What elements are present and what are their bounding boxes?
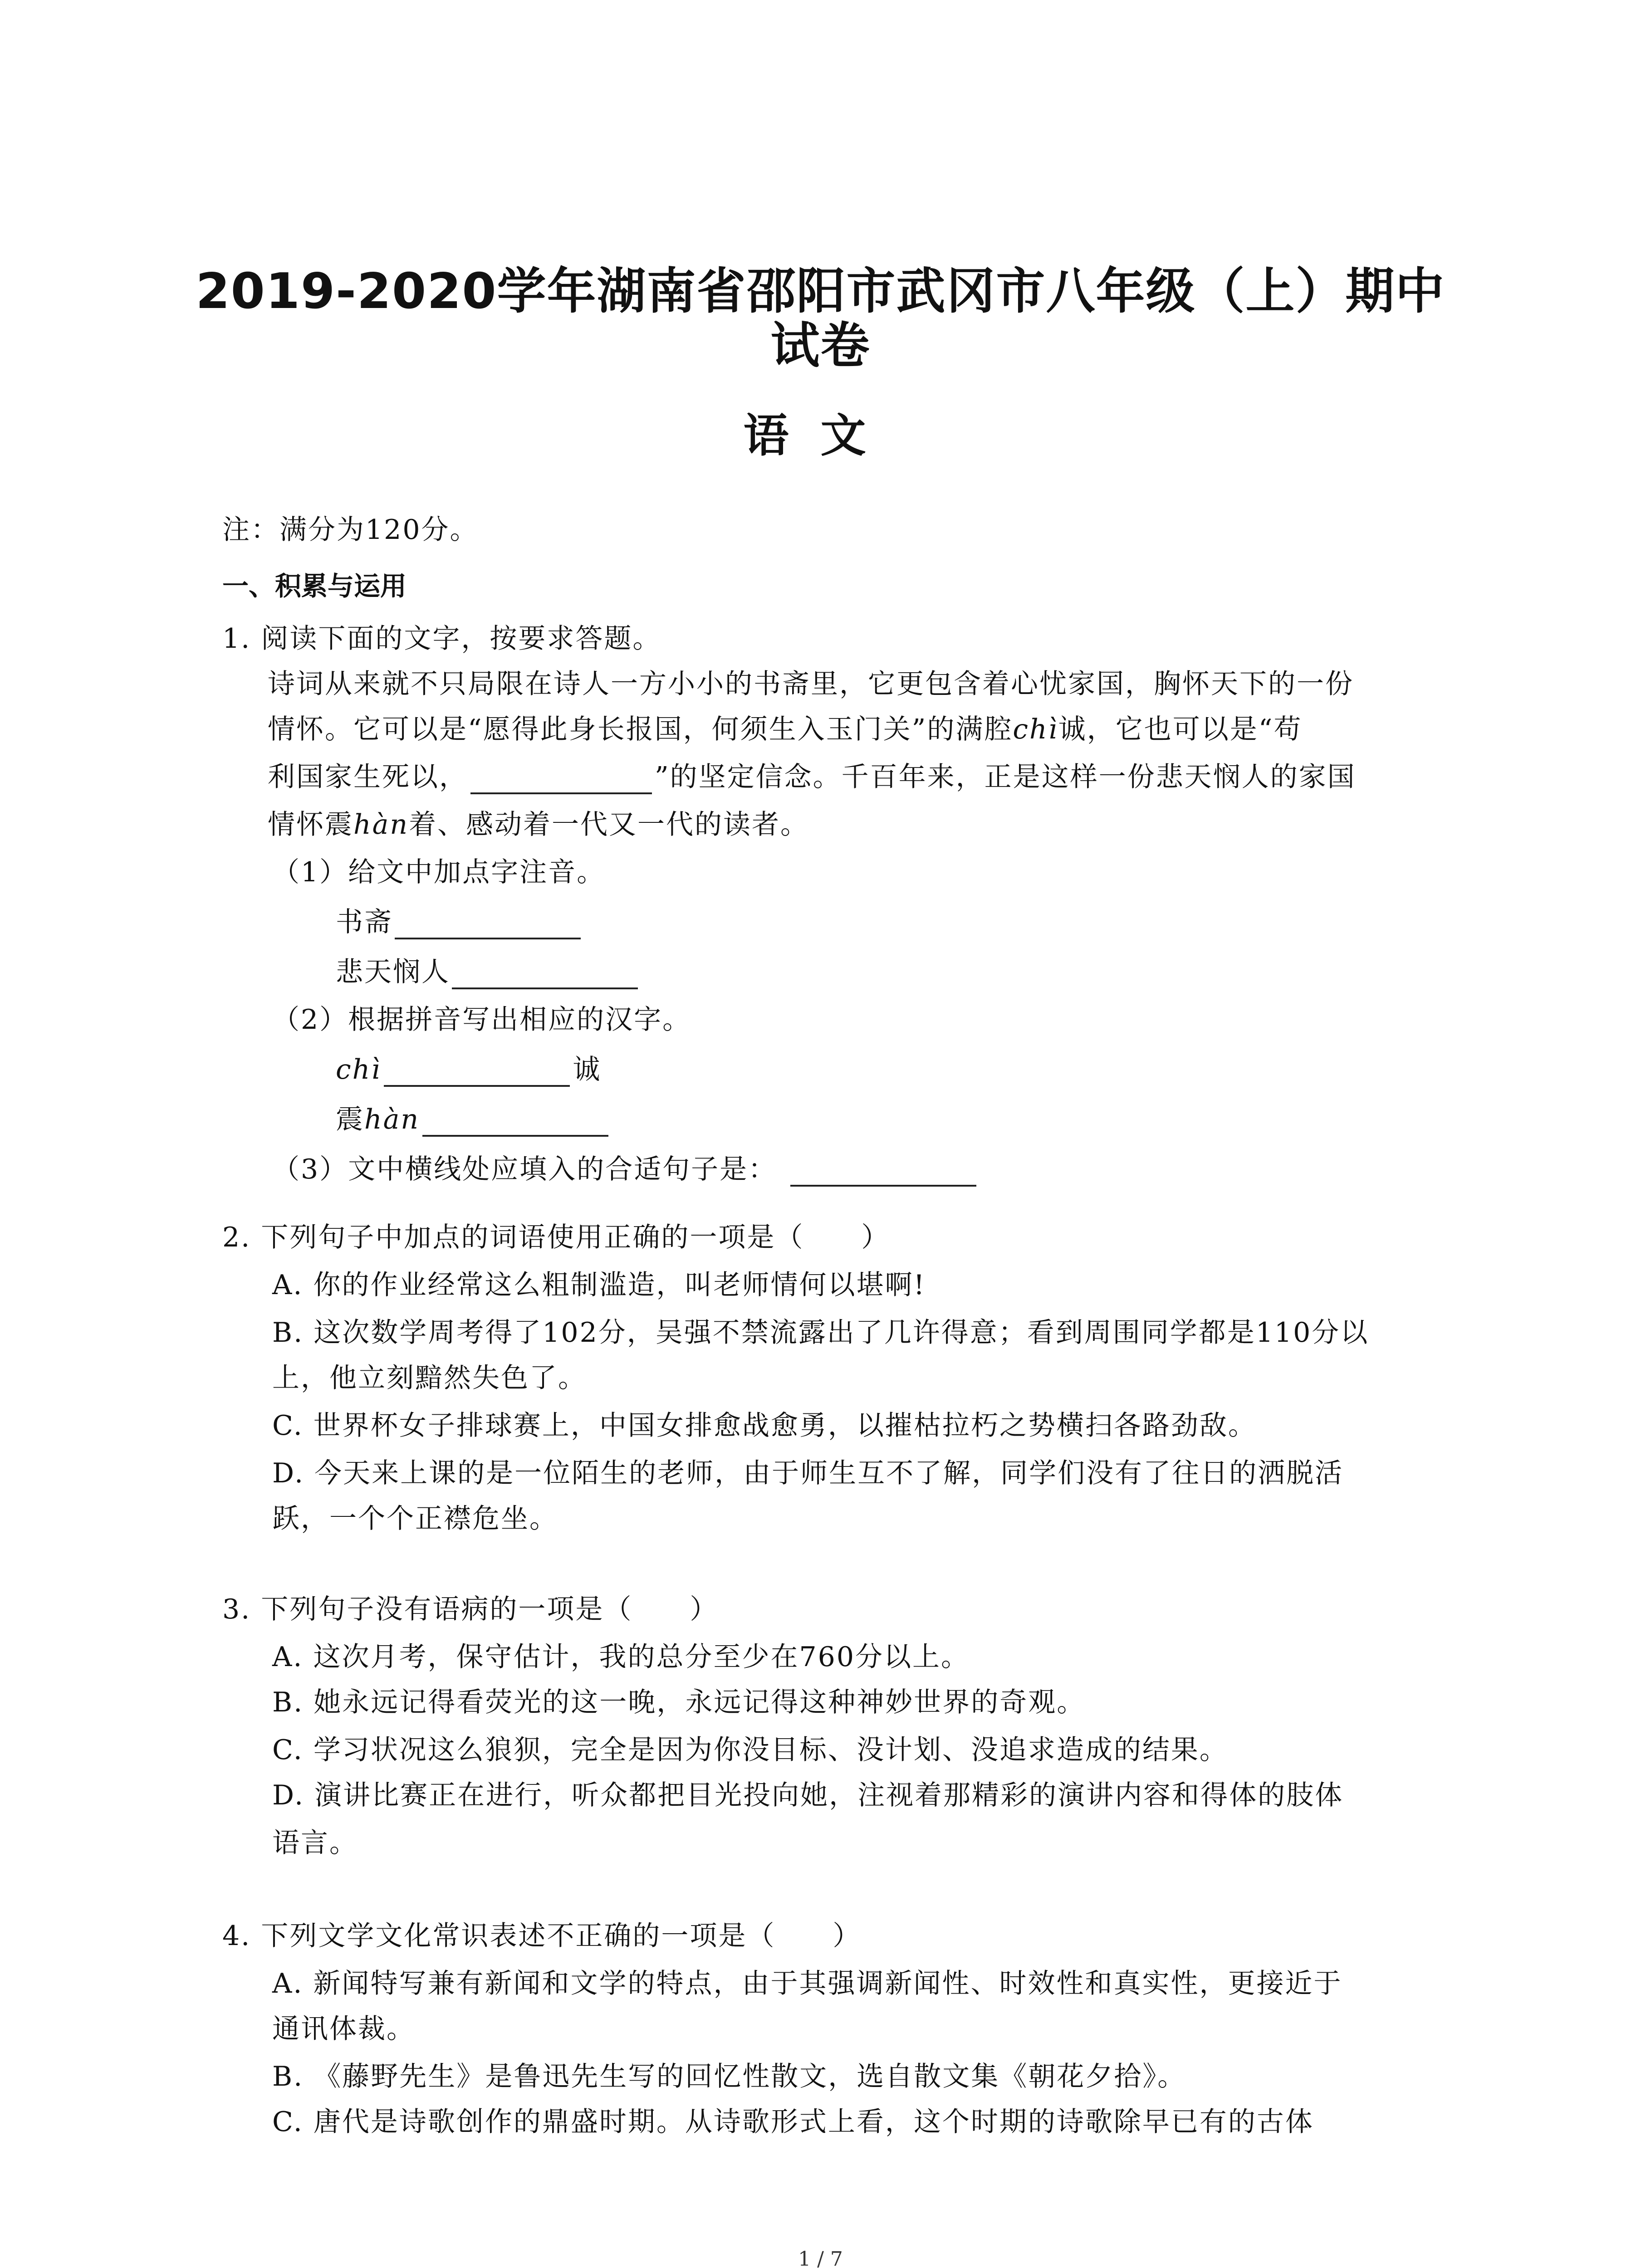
- q3-option-a[interactable]: A. 这次月考，保守估计，我的总分至少在760分以上。: [272, 1641, 970, 1673]
- q1-passage-line2: [268, 708, 1302, 747]
- pinyin-chi: chì: [336, 1054, 382, 1085]
- paper-title-line1: 2019-2020学年湖南省邵阳市武冈市八年级（上）期中: [196, 263, 1445, 320]
- sub1-a-word: 书斋: [336, 906, 393, 938]
- answer-blank[interactable]: [452, 962, 638, 989]
- q1-sub1-item-b: [336, 950, 638, 989]
- answer-blank[interactable]: [422, 1110, 608, 1137]
- q1-stem: 1. 阅读下面的文字，按要求答题。: [222, 623, 661, 655]
- q1-passage-line1: [268, 662, 1354, 701]
- subject-title: 语文: [743, 409, 898, 462]
- q2-option-d[interactable]: D. 今天来上课的是一位陌生的老师，由于师生互不了解，同学们没有了往日的洒脱活: [272, 1457, 1344, 1489]
- q3-option-d-cont: 语言。: [272, 1827, 358, 1859]
- answer-blank[interactable]: [384, 1060, 570, 1087]
- q1-sub1-item-a: [336, 900, 581, 939]
- pinyin-han: hàn: [353, 809, 409, 841]
- sub2-a-char: 诚: [573, 1054, 602, 1085]
- q4-option-a[interactable]: A. 新闻特写兼有新闻和文学的特点，由于其强调新闻性、时效性和真实性，更接近于: [272, 1968, 1342, 1999]
- sub2-b-char: 震: [336, 1104, 364, 1135]
- q1-passage-text: 着、感动着一代又一代的读者。: [409, 809, 809, 841]
- answer-blank[interactable]: [395, 912, 581, 939]
- answer-blank[interactable]: [790, 1159, 976, 1187]
- q3-option-c[interactable]: C. 学习状况这么狼狈，完全是因为你没目标、没计划、没追求造成的结果。: [272, 1734, 1228, 1766]
- paper-title-line2: 试卷: [770, 318, 871, 374]
- fill-blank[interactable]: [470, 767, 652, 794]
- q1-passage-line4: [268, 803, 809, 842]
- q1-sub2-item-a: [336, 1048, 601, 1087]
- q1-passage-line3: [268, 755, 1356, 794]
- q2-option-c[interactable]: C. 世界杯女子排球赛上，中国女排愈战愈勇，以摧枯拉朽之势横扫各路劲敌。: [272, 1410, 1257, 1442]
- q1-passage-text: 情怀。它可以是“愿得此身长报国，何须生入玉门关”的满腔: [268, 714, 1013, 745]
- q1-sub3-text: （3）文中横线处应填入的合适句子是：: [272, 1154, 777, 1185]
- q2-option-d-cont: 跃，一个个正襟危坐。: [272, 1503, 558, 1535]
- q2-option-b[interactable]: B. 这次数学周考得了102分，吴强不禁流露出了几许得意；看到周围同学都是110分以: [272, 1317, 1369, 1349]
- q4-option-c[interactable]: C. 唐代是诗歌创作的鼎盛时期。从诗歌形式上看，这个时期的诗歌除早已有的古体: [272, 2106, 1314, 2138]
- q1-passage-text: 情怀震: [268, 809, 353, 841]
- q4-stem: 4. 下列文学文化常识表述不正确的一项是（ ）: [222, 1920, 862, 1952]
- q1-sub1: （1）给文中加点字注音。: [272, 856, 606, 888]
- q2-option-a[interactable]: A. 你的作业经常这么粗制滥造，叫老师情何以堪啊!: [272, 1269, 926, 1301]
- q3-option-b[interactable]: B. 她永远记得看荧光的这一晚，永远记得这种神妙世界的奇观。: [272, 1686, 1086, 1718]
- q3-stem: 3. 下列句子没有语病的一项是（ ）: [222, 1593, 719, 1625]
- q4-option-b[interactable]: B. 《藤野先生》是鲁迅先生写的回忆性散文，选自散文集《朝花夕拾》。: [272, 2061, 1186, 2092]
- q2-stem: 2. 下列句子中加点的词语使用正确的一项是（ ）: [222, 1222, 890, 1253]
- q1-sub3: [272, 1148, 976, 1187]
- pinyin-chi: chì: [1013, 714, 1058, 745]
- page-number: 1 / 7: [798, 2248, 843, 2268]
- q1-sub2-item-b: [336, 1098, 608, 1137]
- section-heading: 一、积累与运用: [222, 571, 407, 601]
- q3-option-d[interactable]: D. 演讲比赛正在进行，听众都把目光投向她，注视着那精彩的演讲内容和得体的肢体: [272, 1779, 1344, 1811]
- pinyin-han: hàn: [364, 1104, 420, 1135]
- q1-passage-text: 诗词从来就不只局限在诗人一方小小的书斋里，它更包含着心忧家国，胸怀天下的一份: [268, 668, 1354, 700]
- q1-passage-text: 利国家生死以，: [268, 761, 468, 793]
- q2-option-b-cont: 上，他立刻黯然失色了。: [272, 1362, 587, 1394]
- sub1-b-word: 悲天悯人: [336, 956, 450, 988]
- q1-passage-text: 诚，它也可以是“苟: [1058, 714, 1303, 745]
- q1-passage-text: ”的坚定信念。千百年来，正是这样一份悲天悯人的家国: [655, 761, 1356, 793]
- q1-sub2: （2）根据拼音写出相应的汉字。: [272, 1004, 691, 1036]
- q4-option-a-cont: 通讯体裁。: [272, 2013, 415, 2045]
- score-note: 注：满分为120分。: [222, 514, 479, 546]
